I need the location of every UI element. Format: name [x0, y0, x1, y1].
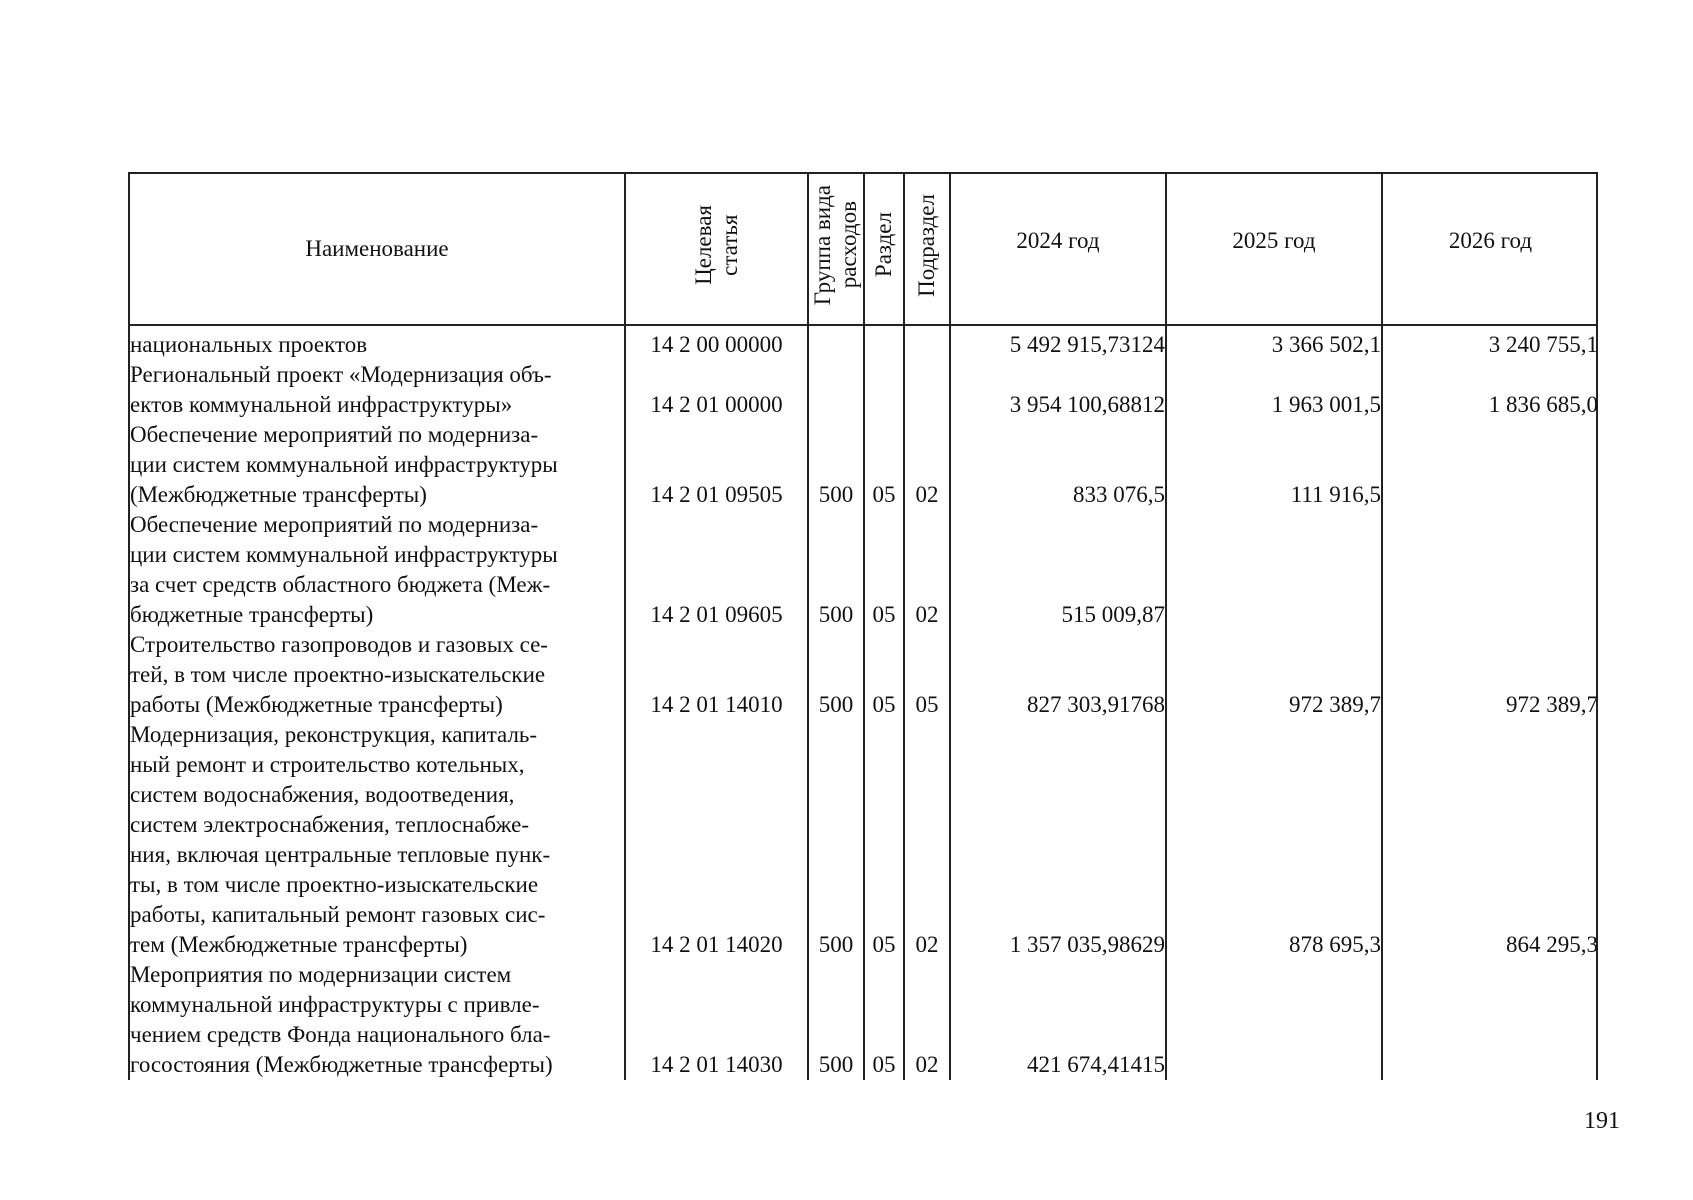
- row-2026: [1382, 420, 1598, 510]
- row-2024: 1 357 035,98629: [950, 720, 1166, 960]
- row-section: 05: [864, 630, 904, 720]
- row-name: Обеспечение мероприятий по модерниза- ции систем коммунальной инфраструктуры (Межбюджетные трансферты): [130, 422, 558, 507]
- row-subsection: [904, 325, 950, 360]
- row-target-article: 14 2 01 14010: [625, 630, 808, 720]
- row-name: Обеспечение мероприятий по модерниза- ции систем коммунальной инфраструктуры за счет средств областного бюджета (Меж- бюджетные трансферты): [130, 512, 558, 627]
- row-2025: 111 916,5: [1166, 420, 1382, 510]
- row-section: [864, 325, 904, 360]
- budget-table: [130, 174, 1598, 1080]
- table-header-row: [130, 174, 1598, 325]
- row-2024: 515 009,87: [950, 510, 1166, 630]
- row-subsection: [904, 360, 950, 420]
- row-subsection: 02: [904, 510, 950, 630]
- table-row: [130, 960, 1598, 1080]
- table-row: [130, 360, 1598, 420]
- row-section: 05: [864, 720, 904, 960]
- row-subsection: 02: [904, 960, 950, 1080]
- row-subsection: 02: [904, 720, 950, 960]
- header-section: Раздел: [864, 174, 904, 325]
- row-expense-group: 500: [808, 630, 864, 720]
- row-2025: 1 963 001,5: [1166, 360, 1382, 420]
- table-row: [130, 720, 1598, 960]
- row-2026: 864 295,3: [1382, 720, 1598, 960]
- row-expense-group: 500: [808, 420, 864, 510]
- row-2026: 1 836 685,0: [1382, 360, 1598, 420]
- header-name: Наименование: [130, 174, 625, 325]
- row-expense-group: 500: [808, 720, 864, 960]
- row-2024: 3 954 100,68812: [950, 360, 1166, 420]
- row-2025: 972 389,7: [1166, 630, 1382, 720]
- table-row: [130, 630, 1598, 720]
- row-expense-group: 500: [808, 510, 864, 630]
- row-name: Региональный проект «Модернизация объ- ектов коммунальной инфраструктуры»: [130, 362, 552, 417]
- table-row: [130, 510, 1598, 630]
- header-subsection: Подраздел: [904, 174, 950, 325]
- row-target-article: 14 2 01 14030: [625, 960, 808, 1080]
- row-section: [864, 360, 904, 420]
- row-target-article: 14 2 01 09505: [625, 420, 808, 510]
- row-target-article: 14 2 01 09605: [625, 510, 808, 630]
- row-expense-group: [808, 360, 864, 420]
- row-name: Модернизация, реконструкция, капиталь- ный ремонт и строительство котельных, систем водоснабжения, водоотведения, систем электроснабжения, теплоснабже- ния, включая центральные тепловые пунк- ты, в том числе проектно-изыскательские работы, капитальный ремонт газовых сис- тем (Межбюджетные трансферты): [130, 722, 551, 957]
- row-2024: 5 492 915,73124: [950, 325, 1166, 360]
- row-target-article: 14 2 00 00000: [625, 325, 808, 360]
- table-row: [130, 325, 1598, 360]
- row-2026: 972 389,7: [1382, 630, 1598, 720]
- row-section: 05: [864, 420, 904, 510]
- row-2025: [1166, 510, 1382, 630]
- row-target-article: 14 2 01 00000: [625, 360, 808, 420]
- row-2024: 421 674,41415: [950, 960, 1166, 1080]
- row-2026: 3 240 755,1: [1382, 325, 1598, 360]
- page-number: 191: [1584, 1108, 1620, 1134]
- row-section: 05: [864, 960, 904, 1080]
- row-name: национальных проектов: [130, 332, 368, 357]
- row-expense-group: 500: [808, 960, 864, 1080]
- row-name: Строительство газопроводов и газовых се- тей, в том числе проектно-изыскательские работы (Межбюджетные трансферты): [130, 632, 548, 717]
- row-subsection: 02: [904, 420, 950, 510]
- header-2024: 2024 год: [950, 174, 1166, 325]
- row-2025: 3 366 502,1: [1166, 325, 1382, 360]
- header-expense-group: Группа вида расходов: [808, 174, 864, 325]
- header-target-article: Целевая статья: [625, 174, 808, 325]
- row-2025: 878 695,3: [1166, 720, 1382, 960]
- row-2024: 833 076,5: [950, 420, 1166, 510]
- row-expense-group: [808, 325, 864, 360]
- row-2025: [1166, 960, 1382, 1080]
- header-2025: 2025 год: [1166, 174, 1382, 325]
- budget-table-frame: [128, 172, 1598, 1080]
- row-2026: [1382, 960, 1598, 1080]
- row-2024: 827 303,91768: [950, 630, 1166, 720]
- row-target-article: 14 2 01 14020: [625, 720, 808, 960]
- header-2026: 2026 год: [1382, 174, 1598, 325]
- row-subsection: 05: [904, 630, 950, 720]
- row-name: Мероприятия по модернизации систем коммунальной инфраструктуры с привле- чением средств Фонда национального бла- госостояния (Межбюджетные трансферты): [130, 962, 553, 1077]
- table-row: [130, 420, 1598, 510]
- row-section: 05: [864, 510, 904, 630]
- row-2026: [1382, 510, 1598, 630]
